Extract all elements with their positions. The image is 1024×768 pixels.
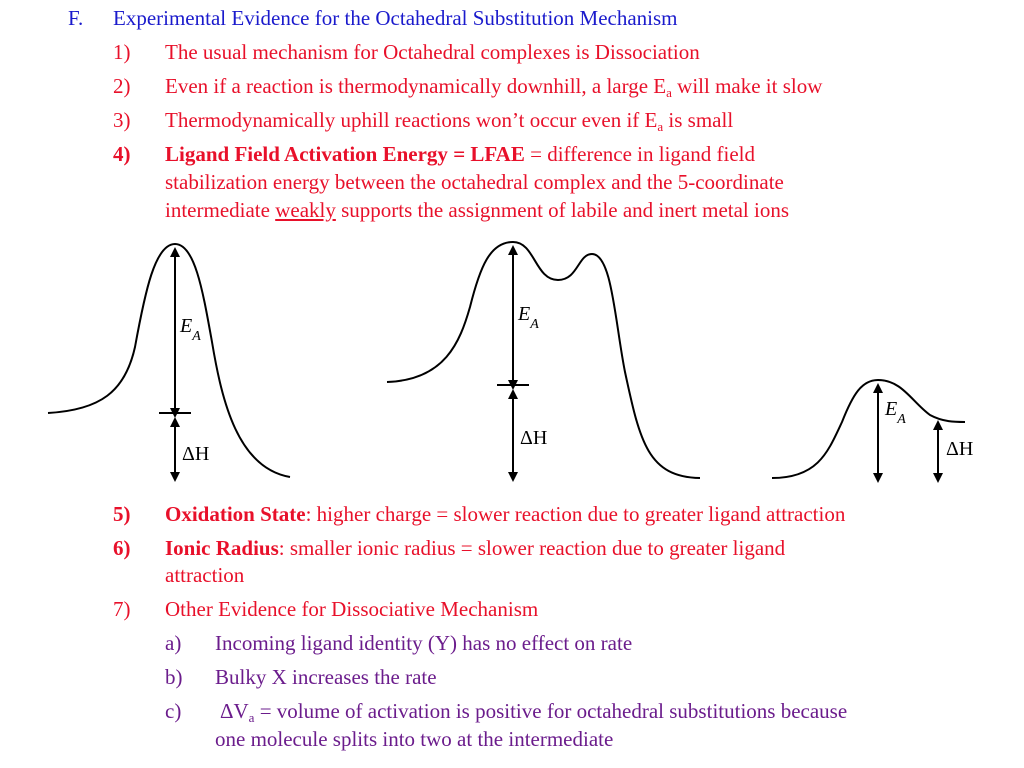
- item-1-text: The usual mechanism for Octahedral complexes is Dissociation: [165, 40, 700, 64]
- dh-label-1: ΔH: [182, 443, 210, 465]
- subitem-a-marker: a): [165, 631, 182, 655]
- subitem-c-marker: c): [165, 699, 182, 723]
- ea-label-3: $E_A$: [885, 398, 906, 427]
- heading-text: Experimental Evidence for the Octahedral Substitution Mechanism: [113, 6, 678, 30]
- item-4-text: Ligand Field Activation Energy = LFAE = difference in ligand field: [165, 142, 755, 166]
- subitem-a-text: Incoming ligand identity (Y) has no effect on rate: [215, 631, 633, 655]
- item-2-marker: 2): [113, 74, 131, 98]
- heading-marker: F.: [68, 6, 84, 30]
- item-3-text: Thermodynamically uphill reactions won’t occur even if $E_a$ is small: [165, 108, 734, 134]
- item-4-text-line-2: stabilization energy between the octahedral complex and the 5-coordinate: [165, 170, 784, 194]
- curve-3: [772, 380, 965, 478]
- dh-label-2: ΔH: [520, 427, 548, 449]
- item-7-text: Other Evidence for Dissociative Mechanism: [165, 597, 539, 621]
- item-3-marker: 3): [113, 108, 131, 132]
- item-6-marker: 6): [113, 536, 131, 560]
- item-2-text: Even if a reaction is thermodynamically downhill, a large $E_a$ will make it slow: [165, 74, 823, 100]
- ea-label-1: $E_A$: [180, 315, 201, 344]
- item-4-marker: 4): [113, 142, 131, 166]
- curve-1: [48, 244, 290, 477]
- item-5-text: Oxidation State: higher charge = slower reaction due to greater ligand attraction: [165, 502, 846, 526]
- dh-label-3: ΔH: [946, 438, 974, 460]
- subitem-c-text: $\Delta V_a$ = volume of activation is positive for octahedral substitutions because: [220, 699, 848, 725]
- item-6-text: Ionic Radius: smaller ionic radius = slower reaction due to greater ligand: [165, 536, 786, 560]
- item-1-marker: 1): [113, 40, 131, 64]
- subitem-b-marker: b): [165, 665, 183, 689]
- energy-diagrams: [0, 232, 1024, 502]
- ea-label-2: $E_A$: [518, 303, 539, 332]
- subitem-b-text: Bulky X increases the rate: [215, 665, 437, 689]
- item-6-text-line-2: attraction: [165, 563, 245, 587]
- item-5-marker: 5): [113, 502, 131, 526]
- item-7-marker: 7): [113, 597, 131, 621]
- item-4-text-line-3: intermediate weakly supports the assignment of labile and inert metal ions: [165, 198, 790, 222]
- subitem-c-text-line-2: one molecule splits into two at the intermediate: [215, 727, 614, 751]
